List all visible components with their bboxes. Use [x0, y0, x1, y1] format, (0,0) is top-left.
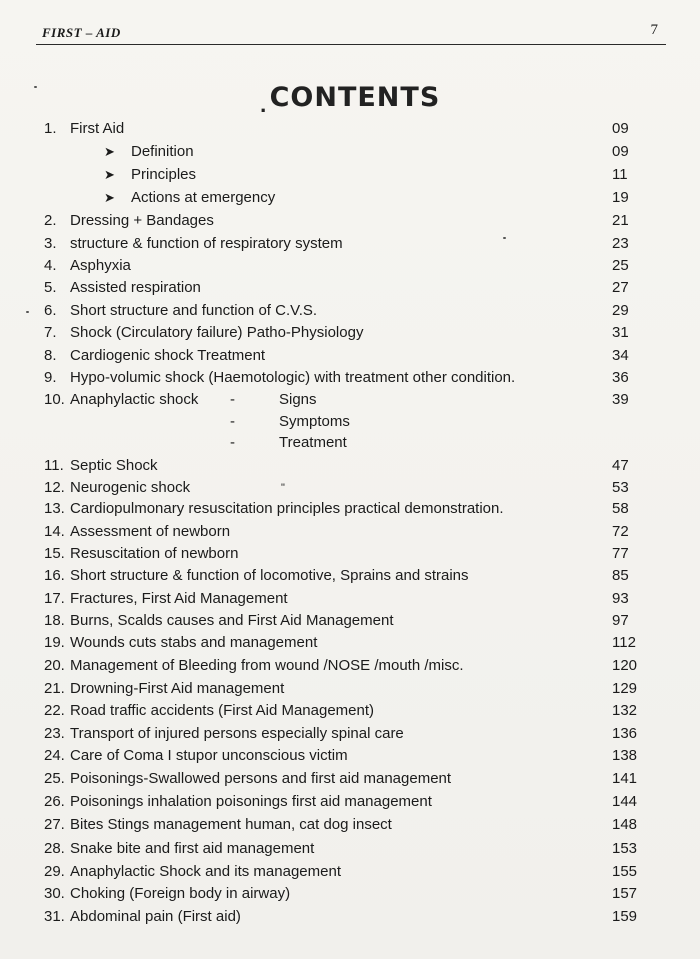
contents-title: CONTENTS [269, 82, 441, 113]
entry-page: 144 [612, 793, 638, 810]
ink-speck [34, 86, 37, 88]
running-header [36, 22, 666, 45]
entry-number: 18. [44, 612, 65, 629]
entry-title: Burns, Scalds causes and First Aid Management [70, 612, 394, 629]
entry-page: 153 [612, 840, 638, 857]
entry-number: 2. [44, 212, 57, 229]
sub-entry-title: Actions at emergency [131, 189, 276, 206]
entry-number: 13. [44, 500, 65, 517]
entry-title: Transport of injured persons especially spinal care [70, 725, 404, 742]
entry-title: Drowning-First Aid management [70, 680, 285, 697]
toc-entry [0, 477, 700, 499]
entry-page: 36 [612, 369, 629, 386]
toc-sub-entry [0, 411, 700, 433]
toc-entry [0, 455, 700, 477]
entry-page: 09 [612, 120, 629, 137]
entry-number: 11. [44, 457, 64, 474]
arrow-bullet-icon: ➤ [104, 144, 115, 159]
entry-page: 58 [612, 500, 629, 517]
header-title: FIRST – AID [42, 25, 121, 40]
entry-title: structure & function of respiratory system [70, 235, 343, 252]
entry-title: Short structure and function of C.V.S. [70, 302, 318, 319]
entry-title: Poisonings inhalation poisonings first aid management [70, 793, 432, 810]
toc-entry [0, 345, 700, 367]
entry-number: 8. [44, 347, 57, 364]
entry-number: 24. [44, 747, 65, 764]
entry-number: 12. [44, 479, 65, 496]
contents-heading: $_.$CONTENTS [259, 82, 441, 117]
entry-title: Septic Shock [70, 457, 158, 474]
entry-title: Choking (Foreign body in airway) [70, 885, 291, 902]
toc-entry [0, 723, 700, 745]
sub-entry-page: 09 [612, 143, 629, 160]
entry-number: 1. [44, 120, 57, 137]
entry-title: Cardiopulmonary resuscitation principles practical demonstration. [70, 500, 504, 517]
entry-number: 17. [44, 590, 65, 607]
toc-entry [0, 814, 700, 836]
entry-title: Dressing + Bandages [70, 212, 214, 229]
entry-title: Care of Coma I stupor unconscious victim [70, 747, 348, 764]
entry-page: 25 [612, 257, 629, 274]
sub-item-title: Treatment [279, 434, 347, 451]
entry-page: 112 [612, 634, 636, 651]
entry-page: 136 [612, 725, 638, 742]
entry-number: 22. [44, 702, 65, 719]
entry-number: 28. [44, 840, 65, 857]
entry-title: Hypo-volumic shock (Haemotologic) with treatment other condition. [70, 369, 516, 386]
toc-entry [0, 389, 700, 411]
entry-title: Bites Stings management human, cat dog insect [70, 816, 392, 833]
entry-number: 5. [44, 279, 57, 296]
toc-entry [0, 233, 700, 255]
entry-page: 29 [612, 302, 629, 319]
toc-entry [0, 543, 700, 565]
entry-page: 47 [612, 457, 629, 474]
toc-entry [0, 210, 700, 232]
entry-number: 31. [44, 908, 65, 925]
entry-title: Abdominal pain (First aid) [70, 908, 241, 925]
dash-mark: - [230, 413, 235, 430]
entry-page: 72 [612, 523, 629, 540]
entry-page: 129 [612, 680, 638, 697]
toc-entry [0, 861, 700, 883]
entry-title: Anaphylactic shock [70, 391, 199, 408]
toc-entry [0, 588, 700, 610]
sub-entry-title: Principles [131, 166, 197, 183]
entry-title: Wounds cuts stabs and management [70, 634, 318, 651]
entry-title: Snake bite and first aid management [70, 840, 315, 857]
entry-title: Management of Bleeding from wound /NOSE /mouth /misc. [70, 657, 464, 674]
toc-entry [0, 700, 700, 722]
toc-entry [0, 610, 700, 632]
toc-sub-entry [0, 187, 700, 209]
page-number: 7 [650, 22, 658, 38]
entry-number: 19. [44, 634, 65, 651]
dash-mark: - [230, 434, 235, 451]
entry-title: Assessment of newborn [70, 523, 231, 540]
sub-item-title: Signs [279, 391, 317, 408]
entry-number: 7. [44, 324, 57, 341]
entry-number: 6. [44, 302, 57, 319]
entry-page: 27 [612, 279, 629, 296]
toc-entry [0, 655, 700, 677]
entry-page: 53 [612, 479, 629, 496]
entry-number: 14. [44, 523, 65, 540]
toc-sub-entry [0, 141, 700, 163]
entry-title: Short structure & function of locomotive, Sprains and strains [70, 567, 469, 584]
entry-title: Shock (Circulatory failure) Patho-Physiology [70, 324, 364, 341]
entry-title: First Aid [70, 120, 125, 137]
toc-entry [0, 367, 700, 389]
entry-number: 3. [44, 235, 57, 252]
toc-entry [0, 678, 700, 700]
entry-page: 34 [612, 347, 629, 364]
toc-sub-entry [0, 432, 700, 454]
entry-number: 9. [44, 369, 57, 386]
ditto-mark: " [281, 482, 285, 494]
entry-number: 16. [44, 567, 65, 584]
entry-title: Neurogenic shock [70, 479, 191, 496]
entry-title: Road traffic accidents (First Aid Management) [70, 702, 375, 719]
entry-page: 85 [612, 567, 629, 584]
entry-page: 77 [612, 545, 629, 562]
entry-title: Assisted respiration [70, 279, 201, 296]
sub-entry-page: 19 [612, 189, 629, 206]
entry-number: 21. [44, 680, 65, 697]
entry-page: 93 [612, 590, 629, 607]
entry-page: 155 [612, 863, 638, 880]
entry-number: 23. [44, 725, 65, 742]
entry-title: Asphyxia [70, 257, 131, 274]
sub-entry-page: 11 [612, 166, 628, 183]
dash-mark: - [230, 391, 235, 408]
ink-speck [26, 311, 29, 313]
entry-title: Anaphylactic Shock and its management [70, 863, 341, 880]
entry-page: 21 [612, 212, 629, 229]
entry-page: 138 [612, 747, 638, 764]
entry-number: 4. [44, 257, 57, 274]
entry-page: 148 [612, 816, 638, 833]
toc-entry [0, 791, 700, 813]
toc-entry [0, 277, 700, 299]
arrow-bullet-icon: ➤ [104, 167, 115, 182]
entry-page: 141 [612, 770, 638, 787]
entry-title: Resuscitation of newborn [70, 545, 239, 562]
entry-title: Poisonings-Swallowed persons and first aid management [70, 770, 452, 787]
toc-entry [0, 255, 700, 277]
toc-entry [0, 565, 700, 587]
entry-page: 132 [612, 702, 638, 719]
toc-entry [0, 322, 700, 344]
toc-entry [0, 768, 700, 790]
toc-entry [0, 118, 700, 140]
entry-page: 120 [612, 657, 638, 674]
toc-entry [0, 498, 700, 520]
toc-entry [0, 838, 700, 860]
entry-page: 97 [612, 612, 629, 629]
entry-number: 20. [44, 657, 65, 674]
toc-entry [0, 521, 700, 543]
toc-entry [0, 745, 700, 767]
entry-page: 39 [612, 391, 629, 408]
ink-speck [503, 237, 506, 239]
entry-title: Fractures, First Aid Management [70, 590, 288, 607]
entry-number: 10. [44, 391, 65, 408]
entry-page: 157 [612, 885, 638, 902]
toc-entry [0, 632, 700, 654]
entry-number: 27. [44, 816, 65, 833]
entry-page: 159 [612, 908, 638, 925]
entry-page: 23 [612, 235, 629, 252]
toc-entry [0, 883, 700, 905]
entry-number: 29. [44, 863, 65, 880]
entry-number: 25. [44, 770, 65, 787]
sub-item-title: Symptoms [279, 413, 350, 430]
arrow-bullet-icon: ➤ [104, 190, 115, 205]
entry-number: 26. [44, 793, 65, 810]
entry-page: 31 [612, 324, 629, 341]
toc-entry [0, 906, 700, 928]
entry-title: Cardiogenic shock Treatment [70, 347, 266, 364]
sub-entry-title: Definition [131, 143, 194, 160]
toc-sub-entry [0, 164, 700, 186]
entry-number: 30. [44, 885, 65, 902]
toc-entry [0, 300, 700, 322]
entry-number: 15. [44, 545, 65, 562]
